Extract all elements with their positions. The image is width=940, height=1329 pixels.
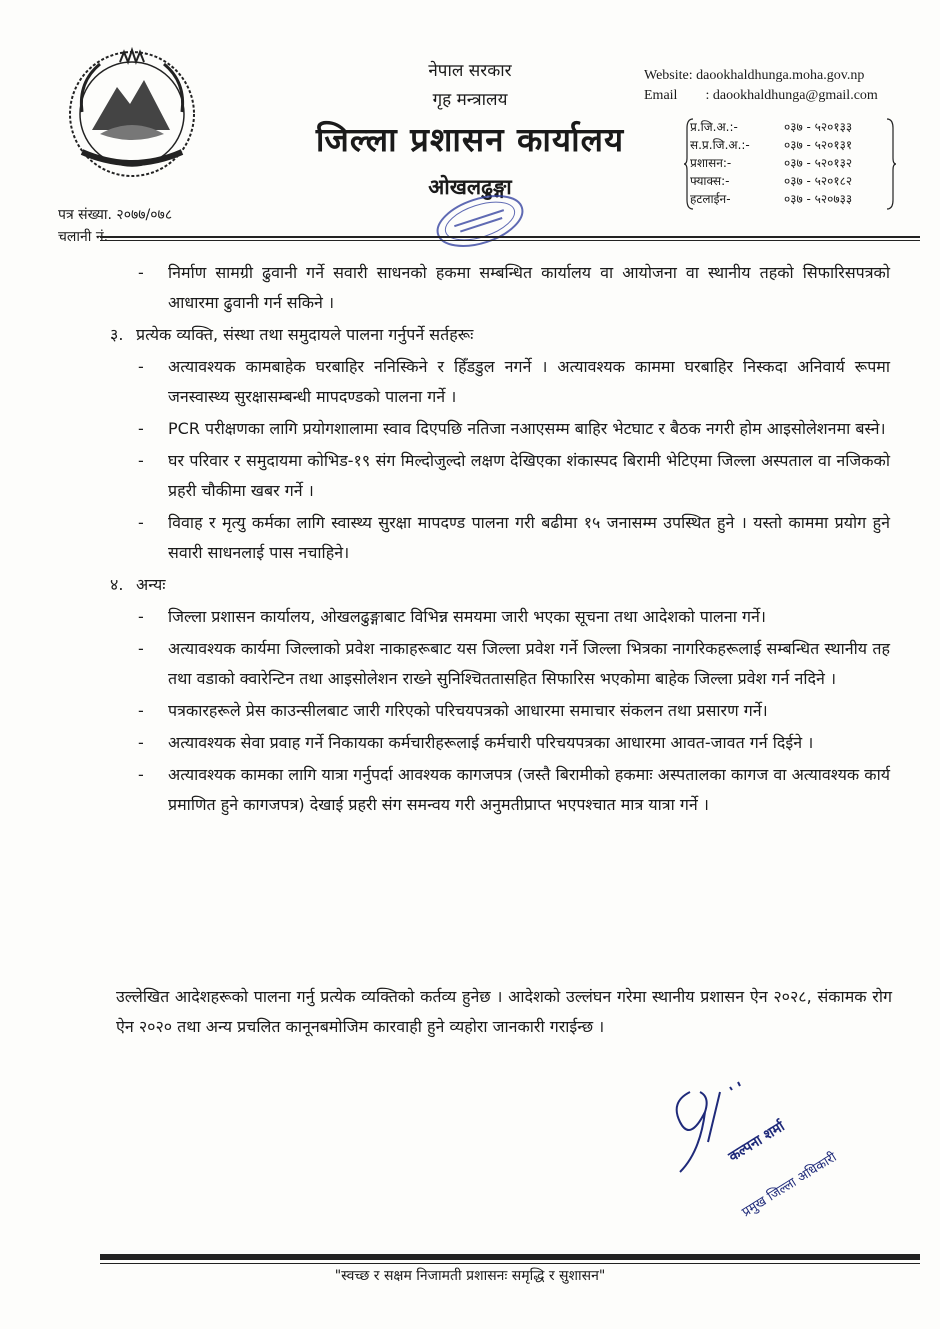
- section-number: ४.: [110, 575, 124, 594]
- footer-slogan: "स्वच्छ र सक्षम निजामती प्रशासनः समृद्धि र सुशासन": [334, 1268, 606, 1284]
- item-text: पत्रकारहरूले प्रेस काउन्सीलबाट जारी गरिएको परिचयपत्रको आधारमा समाचार संकलन तथा प्रसारण गर्ने।: [168, 701, 768, 720]
- ministry-name: गृह मन्त्रालय: [432, 90, 508, 110]
- email-value: : daookhaldhunga@gmail.com: [705, 88, 878, 103]
- phone-row: [690, 136, 888, 154]
- letter-number: पत्र संख्या. २०७७/०७८: [58, 207, 173, 223]
- section-title: अन्यः: [136, 575, 166, 594]
- section-4-heading: [110, 570, 890, 600]
- nepal-government-emblem: [62, 42, 202, 182]
- website-value: daookhaldhunga.moha.gov.np: [696, 68, 865, 83]
- letterhead: [270, 56, 670, 201]
- left-brace-icon: [684, 118, 694, 210]
- phone-label: प्रशासन:-: [690, 156, 732, 170]
- phone-value: ०३७ - ५२०१३२: [784, 156, 853, 170]
- bullet-dash: -: [138, 607, 144, 626]
- phone-value: ०३७ - ५२०१८२: [784, 174, 853, 188]
- reference-block: [58, 204, 172, 248]
- government-name: नेपाल सरकार: [428, 61, 512, 81]
- list-item: [110, 258, 890, 318]
- list-item: [110, 634, 890, 694]
- email-row: [644, 86, 878, 106]
- website-row: [644, 66, 878, 86]
- phone-label: हटलाईन-: [690, 192, 731, 206]
- bullet-dash: -: [138, 357, 144, 376]
- phone-row: [690, 172, 888, 190]
- item-text: अत्यावश्यक कामका लागि यात्रा गर्नुपर्दा आवश्यक कागजपत्र (जस्तै बिरामीको हकमाः अस्पतालका कागज वा अत्यावश्यक कार्य प्रमाणित हुने कागजपत्र) देखाई प्रहरी संग समन्वय गरी अनुमतीप्राप्त भएपश्चात मात्र यात्रा गर्ने ।: [168, 765, 890, 814]
- bullet-dash: -: [138, 701, 144, 720]
- list-item: [110, 760, 890, 820]
- item-text: जिल्ला प्रशासन कार्यालय, ओखलढुङ्गाबाट विभिन्न समयमा जारी भएका सूचना तथा आदेशको पालना गर्ने।: [168, 607, 766, 626]
- section-3-heading: [110, 320, 890, 350]
- list-item: [110, 696, 890, 726]
- phone-row: [690, 118, 888, 136]
- office-stamp: [430, 190, 530, 252]
- section-number: ३.: [110, 325, 124, 344]
- bullet-dash: -: [138, 639, 144, 658]
- bullet-dash: -: [138, 733, 144, 752]
- phone-row: [690, 190, 888, 208]
- header-divider-thin: [100, 240, 920, 241]
- item-text: अत्यावश्यक सेवा प्रवाह गर्ने निकायका कर्मचारीहरूलाई कर्मचारी परिचयपत्रका आधारमा आवत-जावत गर्न दिईने ।: [168, 733, 814, 752]
- phone-row: [690, 154, 888, 172]
- phone-label: स.प्र.जि.अ.:-: [690, 138, 750, 152]
- bullet-dash: -: [138, 513, 144, 532]
- phone-list: [690, 118, 888, 210]
- list-item: [110, 602, 890, 632]
- signatory-title: प्रमुख जिल्ला अधिकारी: [739, 1150, 840, 1221]
- footer-divider: [100, 1254, 920, 1260]
- signatory-name: कल्पना शर्मा: [726, 1118, 788, 1166]
- dispatch-number: चलानी नं.-: [58, 229, 114, 245]
- section-title: प्रत्येक व्यक्ति, संस्था तथा समुदायले पालना गर्नुपर्ने सर्तहरूः: [136, 325, 474, 344]
- district-name: ओखलढुङ्गा: [428, 174, 512, 199]
- closing-paragraph: उल्लेखित आदेशहरूको पालना गर्नु प्रत्येक व्यक्तिको कर्तव्य हुनेछ । आदेशको उल्लंघन गरेमा स्थानीय प्रशासन ऐन २०२८, संकामक रोग ऐन २०२० तथा अन्य प्रचलित कानूनबमोजिम कारवाही हुने व्यहोरा जानकारी गराईन्छ ।: [116, 987, 892, 1036]
- list-item: [110, 352, 890, 412]
- email-label: Email: [644, 88, 678, 103]
- bullet-dash: -: [138, 263, 144, 282]
- header-divider: [100, 236, 920, 238]
- right-brace-icon: [886, 118, 896, 210]
- list-item: [110, 508, 890, 568]
- phone-label: प्र.जि.अ.:-: [690, 120, 738, 134]
- phone-value: ०३७ - ५२०७३३: [784, 192, 853, 206]
- item-text: PCR परीक्षणका लागि प्रयोगशालामा स्वाव दिएपछि नतिजा नआएसम्म बाहिर भेटघाट र बैठक नगरी होम आइसोलेशनमा बस्ने।: [168, 419, 886, 438]
- phone-value: ०३७ - ५२०१३३: [784, 120, 853, 134]
- phone-label: फ्याक्स:-: [690, 174, 730, 188]
- item-text: अत्यावश्यक कार्यमा जिल्लाको प्रवेश नाकाहरूबाट यस जिल्ला प्रवेश गर्ने जिल्ला भित्रका नागरिकहरूलाई सम्बन्धित स्थानीय तह तथा वडाको क्वारेन्टिन तथा आइसोलेशन राख्ने सुनिश्चिततासहित सिफारिस भएकोमा बाहेक जिल्ला प्रवेश गर्न नदिने ।: [168, 639, 890, 688]
- list-item: [110, 728, 890, 758]
- item-text: विवाह र मृत्यु कर्मका लागि स्वास्थ्य सुरक्षा मापदण्ड पालना गरी बढीमा १५ जनासम्म उपस्थित हुने । यस्तो काममा प्रयोग हुने सवारी साधनलाई पास नचाहिने।: [168, 513, 890, 562]
- contact-info: [644, 66, 878, 106]
- list-item: [110, 446, 890, 506]
- notice-body: [110, 258, 890, 822]
- website-label: Website:: [644, 68, 693, 83]
- item-text: घर परिवार र समुदायमा कोभिड-१९ संग मिल्दोजुल्दो लक्षण देखिएका शंकास्पद बिरामी भेटिएमा जिल्ला अस्पताल वा नजिकको प्रहरी चौकीमा खबर गर्ने ।: [168, 451, 890, 500]
- phone-value: ०३७ - ५२०१३१: [784, 138, 853, 152]
- bullet-dash: -: [138, 419, 144, 438]
- bullet-dash: -: [138, 451, 144, 470]
- item-text: निर्माण सामग्री ढुवानी गर्ने सवारी साधनको हकमा सम्बन्धित कार्यालय वा आयोजना वा स्थानीय तहको सिफारिसपत्रको आधारमा ढुवानी गर्न सकिने ।: [168, 263, 890, 312]
- bullet-dash: -: [138, 765, 144, 784]
- footer-divider-thin: [100, 1263, 920, 1264]
- office-name: जिल्ला प्रशासन कार्यालय: [315, 120, 625, 159]
- list-item: [110, 414, 890, 444]
- item-text: अत्यावश्यक कामबाहेक घरबाहिर ननिस्किने र हिँडडुल नगर्ने । अत्यावश्यक काममा घरबाहिर निस्कदा अनिवार्य रूपमा जनस्वास्थ्य सुरक्षासम्बन्धी मापदण्डको पालना गर्ने ।: [168, 357, 890, 406]
